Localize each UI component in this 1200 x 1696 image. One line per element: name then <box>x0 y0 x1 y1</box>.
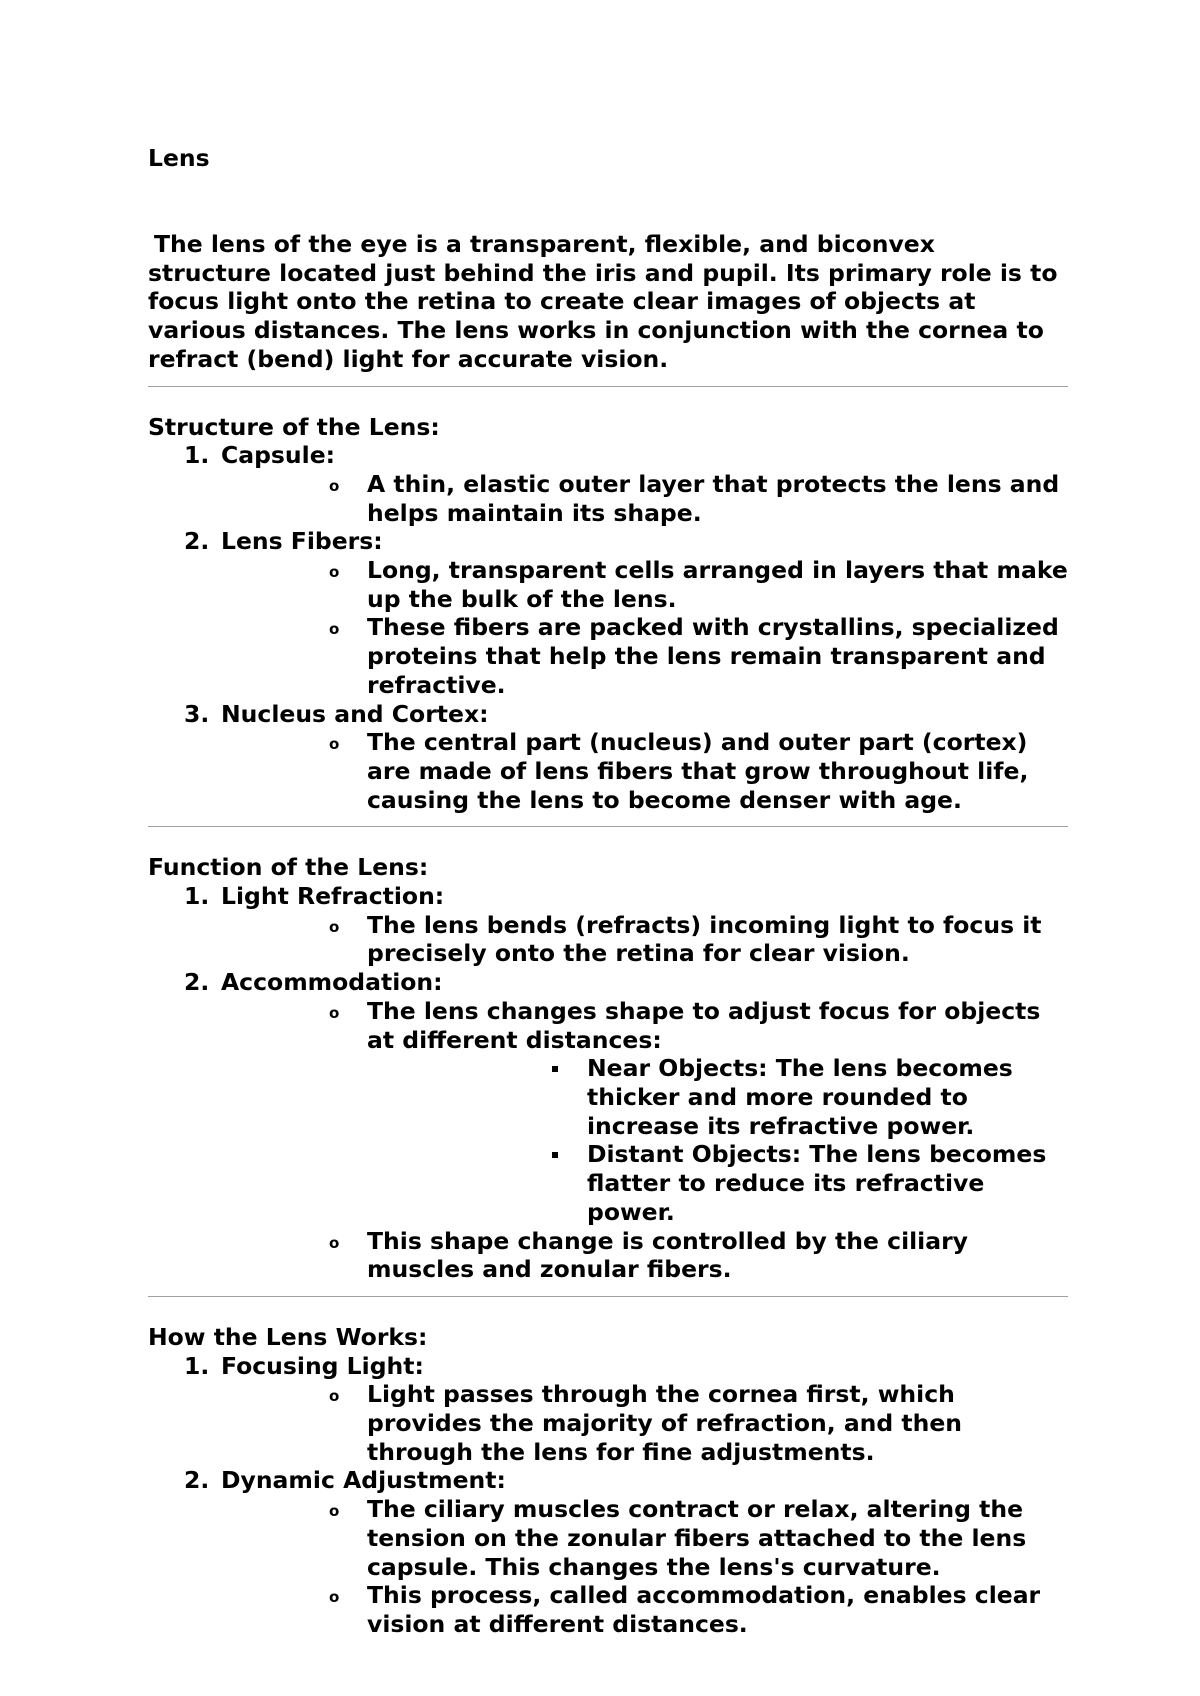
item-label: Light Refraction: <box>221 882 445 911</box>
item-number: 2. <box>184 527 210 556</box>
bullet-text: These fibers are packed with crystallins, specialized proteins that help the lens remain transparent and refractive. <box>367 613 1059 699</box>
intro-lead-line: The lens of the eye is a transparent, flexible, and biconvex <box>154 230 935 258</box>
bullet-item <box>221 556 1068 613</box>
sub-bullet-text: Distant Objects: The lens becomes flatter to reduce its refractive power. <box>587 1140 1047 1226</box>
item-label: Capsule: <box>221 441 336 470</box>
sub-bullet-item <box>367 1140 1068 1226</box>
bullet-text: Long, transparent cells arranged in layers that make up the bulk of the lens. <box>367 556 1068 613</box>
section-how-it-works <box>148 1323 1068 1639</box>
item-number: 2. <box>184 968 210 997</box>
bullet-text: The central part (nucleus) and outer part (cortex) are made of lens fibers that grow throughout life, causing the lens to become denser with age. <box>367 728 1029 814</box>
list-item <box>148 441 1068 527</box>
bullet-item <box>221 1380 1068 1466</box>
item-label: Lens Fibers: <box>221 527 383 556</box>
numbered-list <box>148 882 1068 1284</box>
item-label: Dynamic Adjustment: <box>221 1466 506 1495</box>
circle-bullet-icon: o <box>329 563 340 582</box>
bullet-list <box>221 728 1068 814</box>
bullet-list <box>221 556 1068 700</box>
document-page <box>148 144 1068 1639</box>
item-number: 1. <box>184 441 210 470</box>
list-item <box>148 700 1068 815</box>
section-divider <box>148 1296 1068 1297</box>
square-bullet-icon <box>552 1152 558 1158</box>
item-number: 3. <box>184 699 210 728</box>
intro-paragraph <box>148 230 1068 374</box>
bullet-text: The ciliary muscles contract or relax, altering the tension on the zonular fibers attached to the lens capsule. This changes the lens's curvature. <box>367 1495 1027 1581</box>
section-structure <box>148 413 1068 815</box>
bullet-text: This shape change is controlled by the ciliary muscles and zonular fibers. <box>367 1226 969 1284</box>
bullet-item <box>221 1495 1068 1581</box>
bullet-item <box>221 728 1068 814</box>
section-heading: Function of the Lens: <box>148 853 429 882</box>
item-label: Nucleus and Cortex: <box>221 699 489 728</box>
bullet-list <box>221 1495 1068 1639</box>
sub-bullet-text: Near Objects: The lens becomes thicker and more rounded to increase its refractive power. <box>587 1054 1013 1140</box>
section-function <box>148 853 1068 1284</box>
bullet-item <box>221 911 1068 968</box>
intro-body: structure located just behind the iris and pupil. Its primary role is to focus light onto the retina to create clear images of objects at various distances. The lens works in conjunction with the cornea to refract (bend) light for accurate vision. <box>148 258 1058 373</box>
bullet-text: A thin, elastic outer layer that protects the lens and helps maintain its shape. <box>367 469 1060 527</box>
section-divider <box>148 826 1068 827</box>
bullet-text: The lens bends (refracts) incoming light to focus it precisely onto the retina for clear vision. <box>367 910 1042 968</box>
item-label: Accommodation: <box>221 968 443 997</box>
bullet-item <box>221 470 1068 527</box>
circle-bullet-icon: o <box>329 917 340 936</box>
list-item <box>148 882 1068 968</box>
bullet-list <box>221 470 1068 527</box>
bullet-list <box>221 997 1068 1284</box>
document-title: Lens <box>148 144 210 172</box>
bullet-text: The lens changes shape to adjust focus for objects at different distances: <box>367 996 1041 1054</box>
circle-bullet-icon: o <box>329 476 340 495</box>
circle-bullet-icon: o <box>329 1502 340 1521</box>
list-item <box>148 1352 1068 1467</box>
sub-bullet-item <box>367 1054 1068 1140</box>
circle-bullet-icon: o <box>329 620 340 639</box>
bullet-item <box>221 997 1068 1227</box>
item-number: 1. <box>184 1351 210 1380</box>
sub-bullet-list <box>367 1054 1068 1226</box>
numbered-list <box>148 1352 1068 1639</box>
circle-bullet-icon: o <box>329 1003 340 1022</box>
list-item <box>148 527 1068 699</box>
bullet-item <box>221 1581 1068 1638</box>
bullet-list <box>221 911 1068 968</box>
section-heading: How the Lens Works: <box>148 1322 428 1351</box>
bullet-text: Light passes through the cornea first, which provides the majority of refraction, and then through the lens for fine adjustments. <box>367 1380 963 1466</box>
bullet-list <box>221 1380 1068 1466</box>
list-item <box>148 968 1068 1284</box>
circle-bullet-icon: o <box>329 1387 340 1406</box>
circle-bullet-icon: o <box>329 1233 340 1252</box>
square-bullet-icon <box>552 1066 558 1072</box>
circle-bullet-icon: o <box>329 1588 340 1607</box>
section-divider <box>148 386 1068 387</box>
item-number: 2. <box>184 1466 210 1495</box>
circle-bullet-icon: o <box>329 735 340 754</box>
list-item <box>148 1466 1068 1638</box>
bullet-item <box>221 613 1068 699</box>
item-number: 1. <box>184 882 210 911</box>
section-heading: Structure of the Lens: <box>148 412 440 441</box>
bullet-item <box>221 1227 1068 1284</box>
bullet-text: This process, called accommodation, enables clear vision at different distances. <box>367 1581 1041 1638</box>
item-label: Focusing Light: <box>221 1351 424 1380</box>
numbered-list <box>148 441 1068 814</box>
